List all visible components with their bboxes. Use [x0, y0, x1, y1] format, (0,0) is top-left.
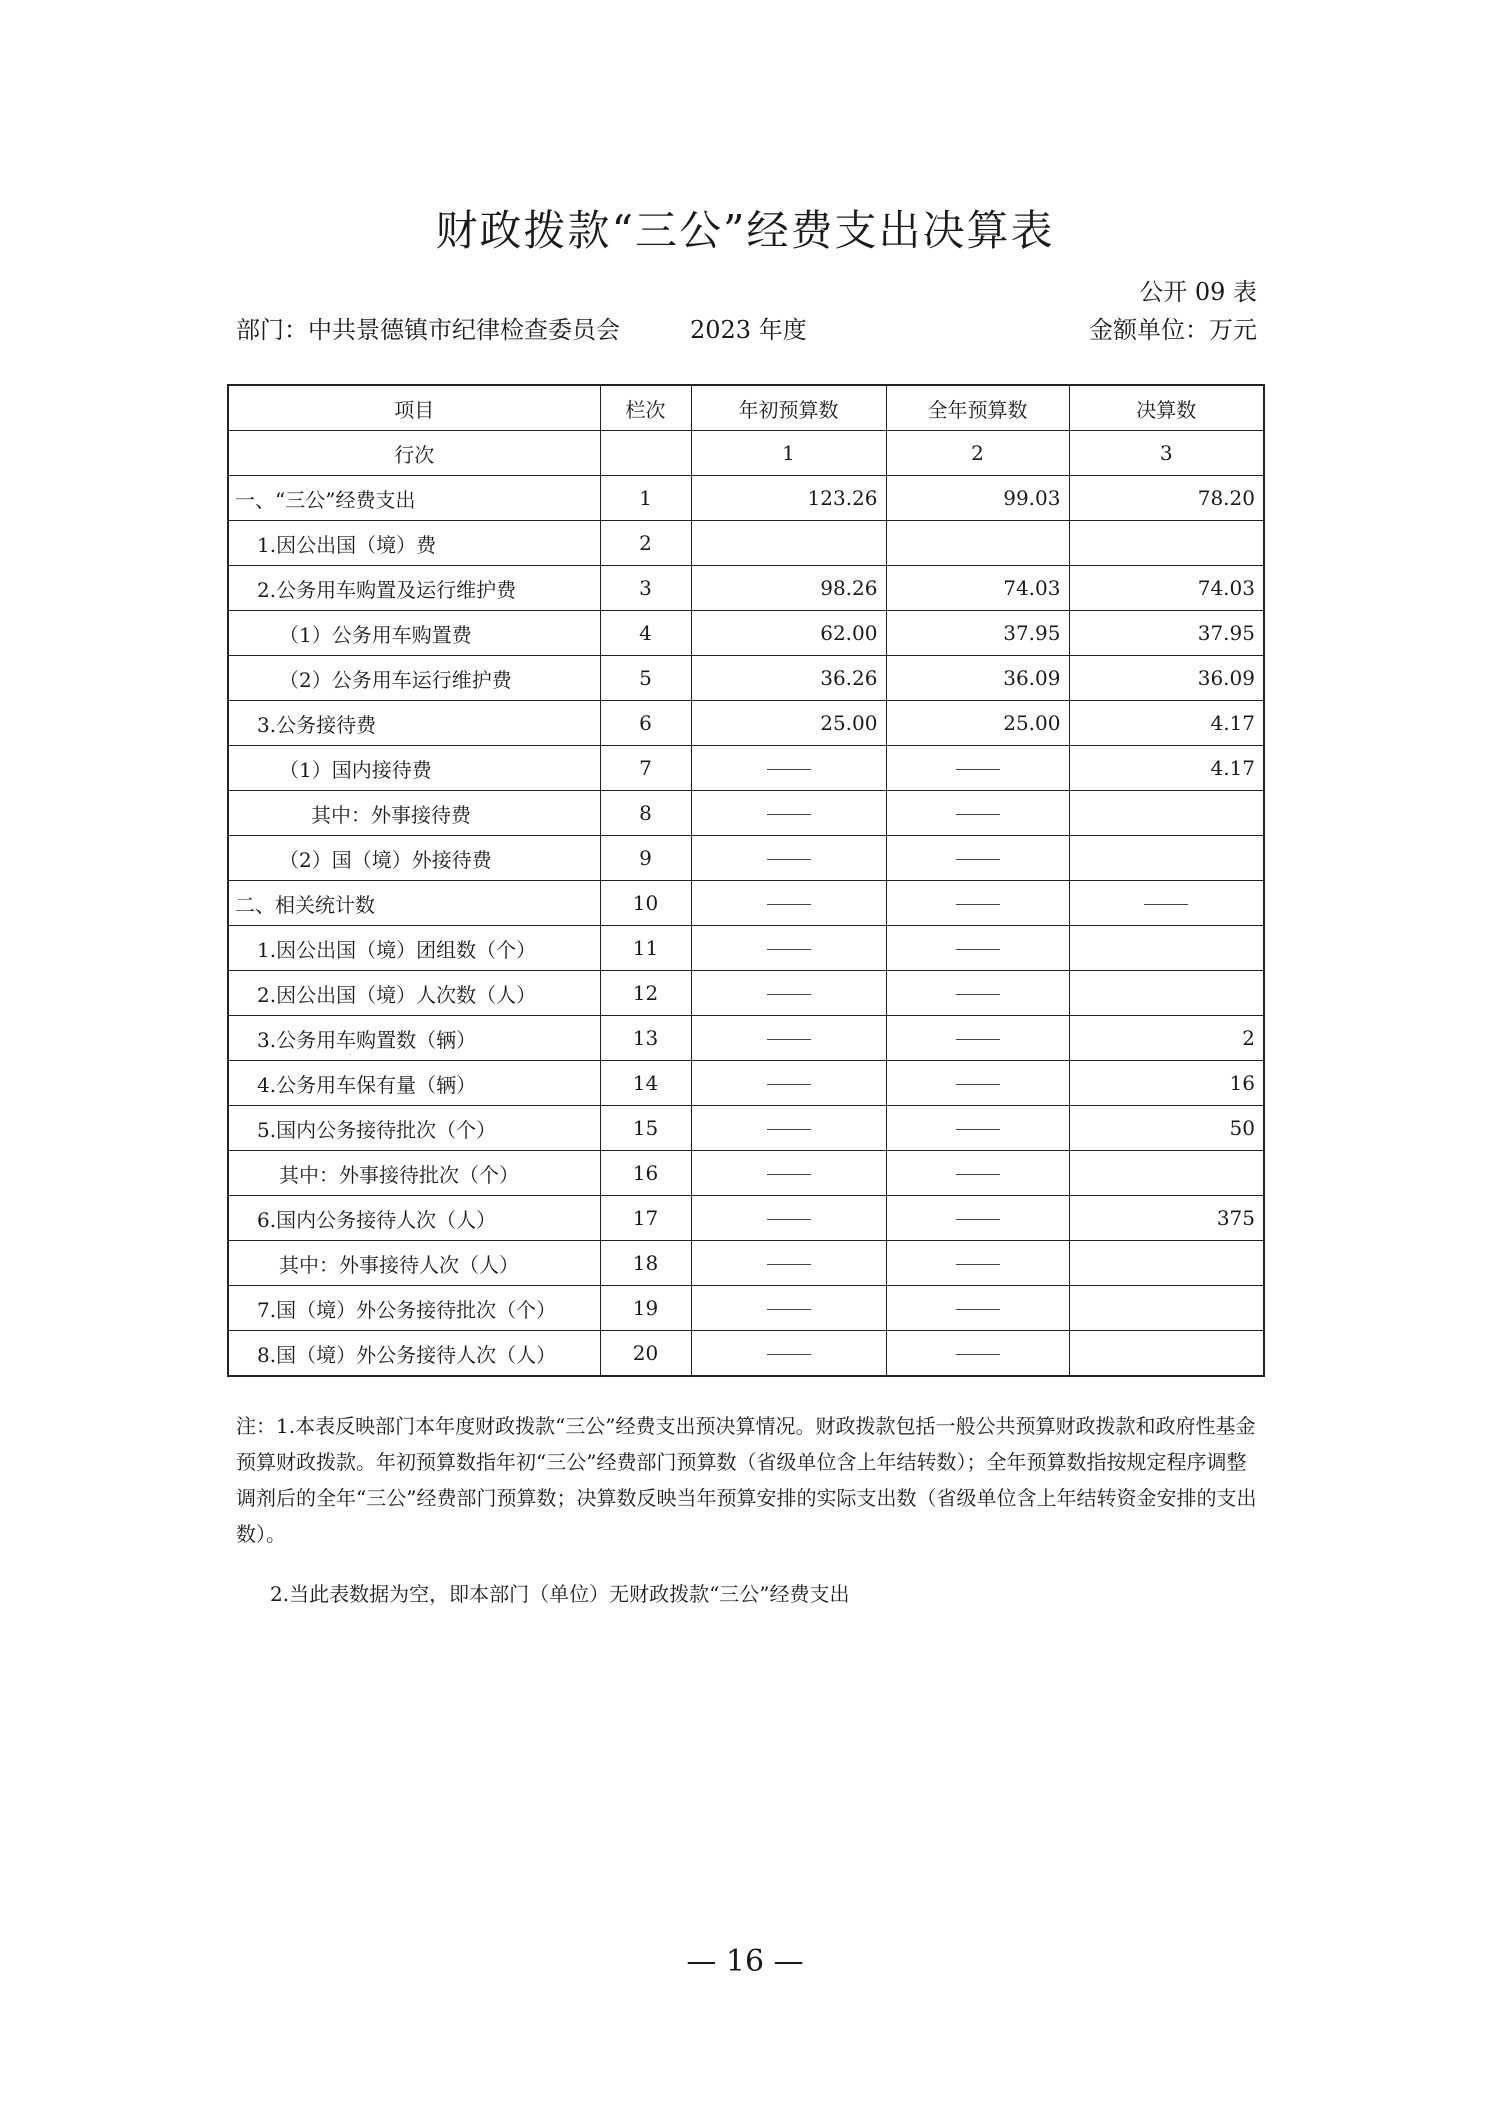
table-row — [228, 1196, 1264, 1241]
table-row — [228, 701, 1264, 746]
table-row — [228, 476, 1264, 521]
expense-table — [227, 384, 1265, 1377]
full-year-budget-cell: 25.00 — [886, 701, 1069, 746]
table-row — [228, 971, 1264, 1016]
row-item-label: 2.公务用车购置及运行维护费 — [228, 566, 600, 611]
form-number: 公开 09 表 — [1139, 278, 1257, 306]
initial-budget-cell — [691, 971, 886, 1016]
row-item-label: 4.公务用车保有量（辆） — [228, 1061, 600, 1106]
table-row — [228, 1016, 1264, 1061]
not-applicable-dash — [767, 859, 811, 860]
row-column-number: 20 — [600, 1331, 691, 1377]
full-year-budget-cell — [886, 1061, 1069, 1106]
not-applicable-dash — [767, 949, 811, 950]
initial-budget-cell — [691, 746, 886, 791]
row-column-number: 15 — [600, 1106, 691, 1151]
full-year-budget-cell — [886, 791, 1069, 836]
full-year-budget-cell — [886, 521, 1069, 566]
not-applicable-dash — [1144, 904, 1188, 905]
initial-budget-cell — [691, 1286, 886, 1331]
row-item-label: （2）公务用车运行维护费 — [228, 656, 600, 701]
not-applicable-dash — [956, 859, 1000, 860]
row-column-number: 19 — [600, 1286, 691, 1331]
table-note-1: 注：1.本表反映部门本年度财政拨款“三公”经费支出预决算情况。财政拨款包括一般公共预算财政拨款和政府性基金预算财政拨款。年初预算数指年初“三公”经费部门预算数（省级单位含上年结转数）；全年预算数指按规定程序调整调剂后的全年“三公”经费部门预算数；决算数反映当年预算安排的实际支出数（省级单位含上年结转资金安排的支出数）。 — [236, 1414, 1257, 1546]
full-year-budget-cell — [886, 971, 1069, 1016]
row-column-number: 17 — [600, 1196, 691, 1241]
row-index-cell: 1 — [691, 431, 886, 476]
row-item-label: 1.因公出国（境）费 — [228, 521, 600, 566]
not-applicable-dash — [956, 1084, 1000, 1085]
not-applicable-dash — [956, 1174, 1000, 1175]
header-cell-column: 栏次 — [600, 385, 691, 431]
table-row — [228, 1241, 1264, 1286]
initial-budget-cell: 25.00 — [691, 701, 886, 746]
department-label: 部门：中共景德镇市纪律检查委员会 — [236, 316, 620, 344]
header-row — [228, 385, 1264, 431]
table-row — [228, 746, 1264, 791]
initial-budget-cell — [691, 1016, 886, 1061]
table-row — [228, 656, 1264, 701]
row-index-cell: 3 — [1069, 431, 1264, 476]
row-item-label: 其中：外事接待批次（个） — [228, 1151, 600, 1196]
full-year-budget-cell — [886, 926, 1069, 971]
row-item-label: （1）公务用车购置费 — [228, 611, 600, 656]
not-applicable-dash — [767, 1084, 811, 1085]
not-applicable-dash — [956, 1264, 1000, 1265]
row-column-number: 8 — [600, 791, 691, 836]
initial-budget-cell — [691, 926, 886, 971]
table-row — [228, 611, 1264, 656]
final-account-cell — [1069, 1331, 1264, 1377]
row-item-label: 5.国内公务接待批次（个） — [228, 1106, 600, 1151]
table-row — [228, 1151, 1264, 1196]
row-column-number: 4 — [600, 611, 691, 656]
initial-budget-cell: 98.26 — [691, 566, 886, 611]
row-item-label: 3.公务接待费 — [228, 701, 600, 746]
initial-budget-cell — [691, 1331, 886, 1377]
initial-budget-cell — [691, 836, 886, 881]
initial-budget-cell — [691, 1241, 886, 1286]
initial-budget-cell — [691, 1106, 886, 1151]
final-account-cell — [1069, 971, 1264, 1016]
row-column-number: 10 — [600, 881, 691, 926]
not-applicable-dash — [956, 1309, 1000, 1310]
final-account-cell — [1069, 521, 1264, 566]
full-year-budget-cell — [886, 1196, 1069, 1241]
not-applicable-dash — [767, 1309, 811, 1310]
row-item-label: 二、相关统计数 — [228, 881, 600, 926]
final-account-cell: 2 — [1069, 1016, 1264, 1061]
table-row — [228, 521, 1264, 566]
row-column-number: 11 — [600, 926, 691, 971]
not-applicable-dash — [956, 1354, 1000, 1355]
full-year-budget-cell: 74.03 — [886, 566, 1069, 611]
final-account-cell: 78.20 — [1069, 476, 1264, 521]
table-row — [228, 881, 1264, 926]
table-row — [228, 1106, 1264, 1151]
header-cell-item: 项目 — [228, 385, 600, 431]
table-row — [228, 566, 1264, 611]
row-column-number: 1 — [600, 476, 691, 521]
final-account-cell: 50 — [1069, 1106, 1264, 1151]
fiscal-year: 2023 年度 — [690, 316, 807, 344]
page-title: 财政拨款“三公”经费支出决算表 — [435, 206, 1055, 255]
final-account-cell: 37.95 — [1069, 611, 1264, 656]
row-index-label: 行次 — [228, 431, 600, 476]
row-item-label: 8.国（境）外公务接待人次（人） — [228, 1331, 600, 1377]
table-note-2: 2.当此表数据为空，即本部门（单位）无财政拨款“三公”经费支出 — [270, 1582, 850, 1606]
not-applicable-dash — [767, 1354, 811, 1355]
row-column-number: 12 — [600, 971, 691, 1016]
header-cell-final-account: 决算数 — [1069, 385, 1264, 431]
header-cell-full-year-budget: 全年预算数 — [886, 385, 1069, 431]
amount-unit: 金额单位：万元 — [1089, 316, 1257, 344]
final-account-cell: 4.17 — [1069, 746, 1264, 791]
row-column-number: 9 — [600, 836, 691, 881]
row-item-label: 2.因公出国（境）人次数（人） — [228, 971, 600, 1016]
table-row — [228, 1286, 1264, 1331]
final-account-cell — [1069, 1286, 1264, 1331]
not-applicable-dash — [767, 814, 811, 815]
initial-budget-cell: 62.00 — [691, 611, 886, 656]
final-account-cell — [1069, 1241, 1264, 1286]
row-column-number: 3 — [600, 566, 691, 611]
not-applicable-dash — [767, 769, 811, 770]
row-column-number: 5 — [600, 656, 691, 701]
row-column-number: 14 — [600, 1061, 691, 1106]
row-item-label: 3.公务用车购置数（辆） — [228, 1016, 600, 1061]
not-applicable-dash — [956, 949, 1000, 950]
row-index-cell: 2 — [886, 431, 1069, 476]
table-row — [228, 836, 1264, 881]
final-account-cell: 16 — [1069, 1061, 1264, 1106]
full-year-budget-cell — [886, 1151, 1069, 1196]
not-applicable-dash — [767, 1264, 811, 1265]
not-applicable-dash — [767, 1174, 811, 1175]
not-applicable-dash — [956, 1129, 1000, 1130]
initial-budget-cell: 36.26 — [691, 656, 886, 701]
not-applicable-dash — [767, 904, 811, 905]
full-year-budget-cell: 36.09 — [886, 656, 1069, 701]
row-item-label: 1.因公出国（境）团组数（个） — [228, 926, 600, 971]
full-year-budget-cell — [886, 1241, 1069, 1286]
not-applicable-dash — [956, 814, 1000, 815]
not-applicable-dash — [956, 1039, 1000, 1040]
not-applicable-dash — [767, 1219, 811, 1220]
final-account-cell: 36.09 — [1069, 656, 1264, 701]
not-applicable-dash — [956, 1219, 1000, 1220]
initial-budget-cell: 123.26 — [691, 476, 886, 521]
row-item-label: 其中：外事接待费 — [228, 791, 600, 836]
row-index-row — [228, 431, 1264, 476]
row-item-label: （2）国（境）外接待费 — [228, 836, 600, 881]
initial-budget-cell — [691, 791, 886, 836]
row-column-number: 7 — [600, 746, 691, 791]
initial-budget-cell — [691, 1061, 886, 1106]
full-year-budget-cell — [886, 1016, 1069, 1061]
page-number: — 16 — — [686, 1944, 804, 1979]
not-applicable-dash — [956, 994, 1000, 995]
table-row — [228, 1061, 1264, 1106]
row-column-number: 13 — [600, 1016, 691, 1061]
full-year-budget-cell — [886, 1286, 1069, 1331]
not-applicable-dash — [767, 1129, 811, 1130]
final-account-cell — [1069, 791, 1264, 836]
final-account-cell — [1069, 836, 1264, 881]
initial-budget-cell — [691, 521, 886, 566]
row-column-number: 18 — [600, 1241, 691, 1286]
full-year-budget-cell — [886, 746, 1069, 791]
final-account-cell: 4.17 — [1069, 701, 1264, 746]
final-account-cell: 375 — [1069, 1196, 1264, 1241]
initial-budget-cell — [691, 1196, 886, 1241]
table-row — [228, 926, 1264, 971]
not-applicable-dash — [956, 769, 1000, 770]
final-account-cell: 74.03 — [1069, 566, 1264, 611]
row-item-label: 6.国内公务接待人次（人） — [228, 1196, 600, 1241]
row-item-label: 一、“三公”经费支出 — [228, 476, 600, 521]
table-row — [228, 791, 1264, 836]
full-year-budget-cell: 37.95 — [886, 611, 1069, 656]
full-year-budget-cell: 99.03 — [886, 476, 1069, 521]
row-item-label: 7.国（境）外公务接待批次（个） — [228, 1286, 600, 1331]
row-column-number: 6 — [600, 701, 691, 746]
row-column-number: 16 — [600, 1151, 691, 1196]
row-column-number: 2 — [600, 521, 691, 566]
table-row — [228, 1331, 1264, 1377]
not-applicable-dash — [767, 1039, 811, 1040]
header-cell-initial-budget: 年初预算数 — [691, 385, 886, 431]
full-year-budget-cell — [886, 1106, 1069, 1151]
initial-budget-cell — [691, 1151, 886, 1196]
full-year-budget-cell — [886, 836, 1069, 881]
full-year-budget-cell — [886, 1331, 1069, 1377]
not-applicable-dash — [956, 904, 1000, 905]
full-year-budget-cell — [886, 881, 1069, 926]
final-account-cell — [1069, 926, 1264, 971]
row-item-label: （1）国内接待费 — [228, 746, 600, 791]
final-account-cell — [1069, 1151, 1264, 1196]
not-applicable-dash — [767, 994, 811, 995]
row-item-label: 其中：外事接待人次（人） — [228, 1241, 600, 1286]
row-index-cell — [600, 431, 691, 476]
initial-budget-cell — [691, 881, 886, 926]
final-account-cell — [1069, 881, 1264, 926]
